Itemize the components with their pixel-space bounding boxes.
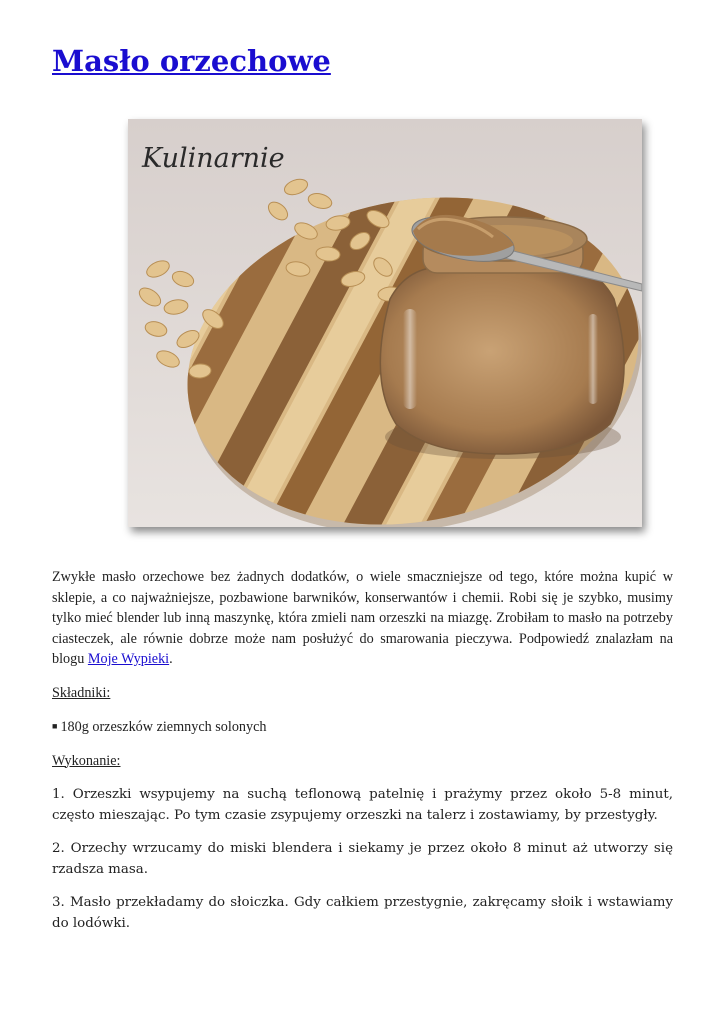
intro-end: .: [169, 651, 173, 667]
bullet-icon: ■: [52, 721, 58, 731]
photo-watermark: Kulinarnie: [142, 143, 285, 174]
intro-text: Zwykłe masło orzechowe bez żadnych dodatków, o wiele smaczniejsze od tego, które można kupić w sklepie, a co najważniejsze, pozbawione barwników, konserwantów i chemii. Robi się je szybko, musimy tylko mieć blender lub inną maszynkę, która zmieli nam orzeszki na miazgę. Zrobiłam to masło na potrzeby ciasteczek, ale równie dobrze może nam posłużyć do smarowania pieczywa. Podpowiedź znalazłam na blogu: [52, 569, 673, 667]
recipe-photo: [128, 119, 642, 527]
method-step: 1. Orzeszki wsypujemy na suchą teflonową patelnię i prażymy przez około 5-8 minut, często mieszając. Po tym czasie zsypujemy orzeszki na talerz i zostawiamy, by przestygły.: [52, 787, 673, 823]
method-heading: Wykonanie:: [52, 752, 121, 769]
article-body: [52, 567, 673, 946]
ingredient-text: 180g orzeszków ziemnych solonych: [60, 719, 267, 735]
page-title[interactable]: Masło orzechowe: [52, 44, 331, 78]
ingredients-heading: Składniki:: [52, 684, 111, 701]
ingredient-item: [52, 716, 673, 738]
method-step: 2. Orzechy wrzucamy do miski blendera i siekamy je przez około 8 minut aż utworzy się rzadsza masa.: [52, 841, 673, 877]
method-step: 3. Masło przekładamy do słoiczka. Gdy całkiem przestygnie, zakręcamy słoik i wstawiamy do lodówki.: [52, 895, 673, 931]
blog-link[interactable]: Moje Wypieki: [87, 651, 170, 667]
intro-paragraph: [52, 567, 673, 670]
